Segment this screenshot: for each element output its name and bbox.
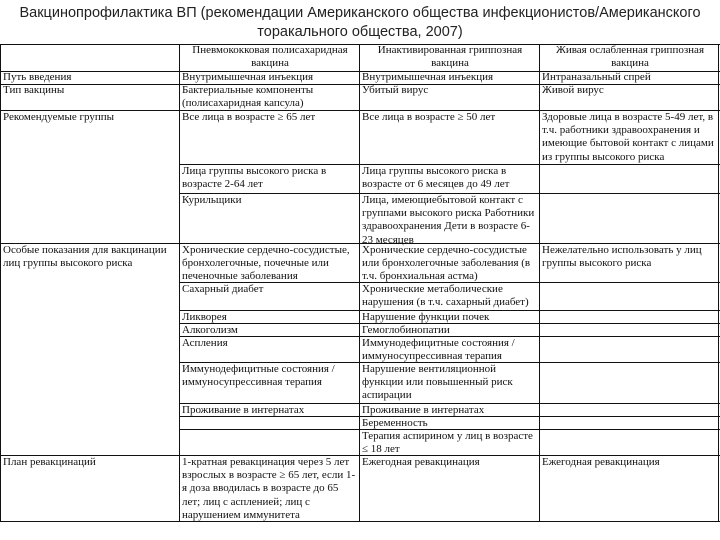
special-inactivated: Нарушение функции почек	[362, 311, 490, 323]
row-label-type: Тип вакцины	[3, 84, 65, 96]
special-inactivated: Хронические сердечно-сосудистые или бронхолегочные заболевания (в т.ч. бронхиальная астма)	[362, 244, 531, 283]
revaccination-pneumococcal: 1-кратная ревакцинация через 5 лет взрослых в возрасте ≥ 65 лет, если 1-я доза вводилась в возрасте до 65 лет; лиц с аспленией; лиц с нарушением иммунитета	[182, 456, 356, 521]
row-label-special: Особые показания для вакцинации лиц группы высокого риска	[3, 244, 167, 270]
row-label-revaccination: План ревакцинаций	[3, 456, 96, 468]
page-title: Вакцинопрофилактика ВП (рекомендации Американского общества инфекционистов/Американского торакального общества, 2007)	[19, 5, 701, 40]
special-pneumococcal: Хронические сердечно-сосудистые, бронхолегочные, почечные или печеночные заболевания	[182, 244, 350, 283]
type-pneumococcal: Бактериальные компоненты (полисахаридная капсула)	[182, 84, 314, 110]
special-inactivated: Хронические метаболические нарушения (в т.ч. сахарный диабет)	[362, 283, 529, 309]
special-pneumococcal: Иммунодефицитные состояния / иммуносупрессивная терапия	[182, 363, 335, 389]
table-border-bottom	[0, 521, 720, 522]
recommended-inactivated: Лица, имеющиебытовой контакт с группами высокого риска Работники здравоохранения Дети в возрасте 6-23 месяцев	[362, 194, 535, 246]
special-live: Нежелательно использовать у лиц группы высокого риска	[542, 244, 702, 270]
route-pneumococcal: Внутримышечная инъекция	[182, 71, 314, 83]
recommended-live: Здоровые лица в возрасте 5-49 лет, в т.ч. работники здравоохранения и имеющие бытовой контакт с лицами из группы высокого риска	[542, 111, 714, 163]
special-pneumococcal: Проживание в интернатах	[182, 404, 305, 416]
special-pneumococcal: Алкоголизм	[182, 324, 238, 336]
special-inactivated: Иммунодефицитные состояния / иммуносупрессивная терапия	[362, 337, 515, 363]
header-inactivated: Инактивированная гриппозная вакцина	[377, 44, 523, 70]
row-label-recommended: Рекомендуемые группы	[3, 111, 115, 123]
revaccination-live: Ежегодная ревакцинация	[542, 456, 660, 468]
type-inactivated: Убитый вирус	[362, 84, 429, 96]
recommended-inactivated: Все лица в возрасте ≥ 50 лет	[362, 111, 496, 123]
special-inactivated: Терапия аспирином у лиц в возрасте ≤ 18 лет	[362, 430, 533, 456]
row-label-route: Путь введения	[3, 71, 72, 83]
recommended-pneumococcal: Все лица в возрасте ≥ 65 лет	[182, 111, 316, 123]
route-inactivated: Внутримышечная инъекция	[362, 71, 494, 83]
header-live-attenuated: Живая ослабленная гриппозная вакцина	[555, 44, 705, 70]
special-inactivated: Беременность	[362, 417, 428, 429]
recommended-pneumococcal: Курильщики	[182, 194, 242, 206]
special-pneumococcal: Аспления	[182, 337, 228, 349]
special-inactivated: Проживание в интернатах	[362, 404, 485, 416]
special-inactivated: Нарушение вентиляционной функции или повышенный риск аспирации	[362, 363, 513, 402]
type-live: Живой вирус	[542, 84, 604, 96]
special-pneumococcal: Ликворея	[182, 311, 227, 323]
recommended-pneumococcal: Лица группы высокого риска в возрасте 2-64 лет	[182, 165, 327, 191]
recommended-inactivated: Лица группы высокого риска в возрасте от 6 месяцев до 49 лет	[362, 165, 510, 191]
header-pneumococcal: Пневмококковая полисахаридная вакцина	[192, 44, 348, 70]
special-inactivated: Гемоглобинопатии	[362, 324, 450, 336]
route-live: Интраназальный спрей	[542, 71, 651, 83]
revaccination-inactivated: Ежегодная ревакцинация	[362, 456, 480, 468]
special-pneumococcal: Сахарный диабет	[182, 283, 264, 295]
